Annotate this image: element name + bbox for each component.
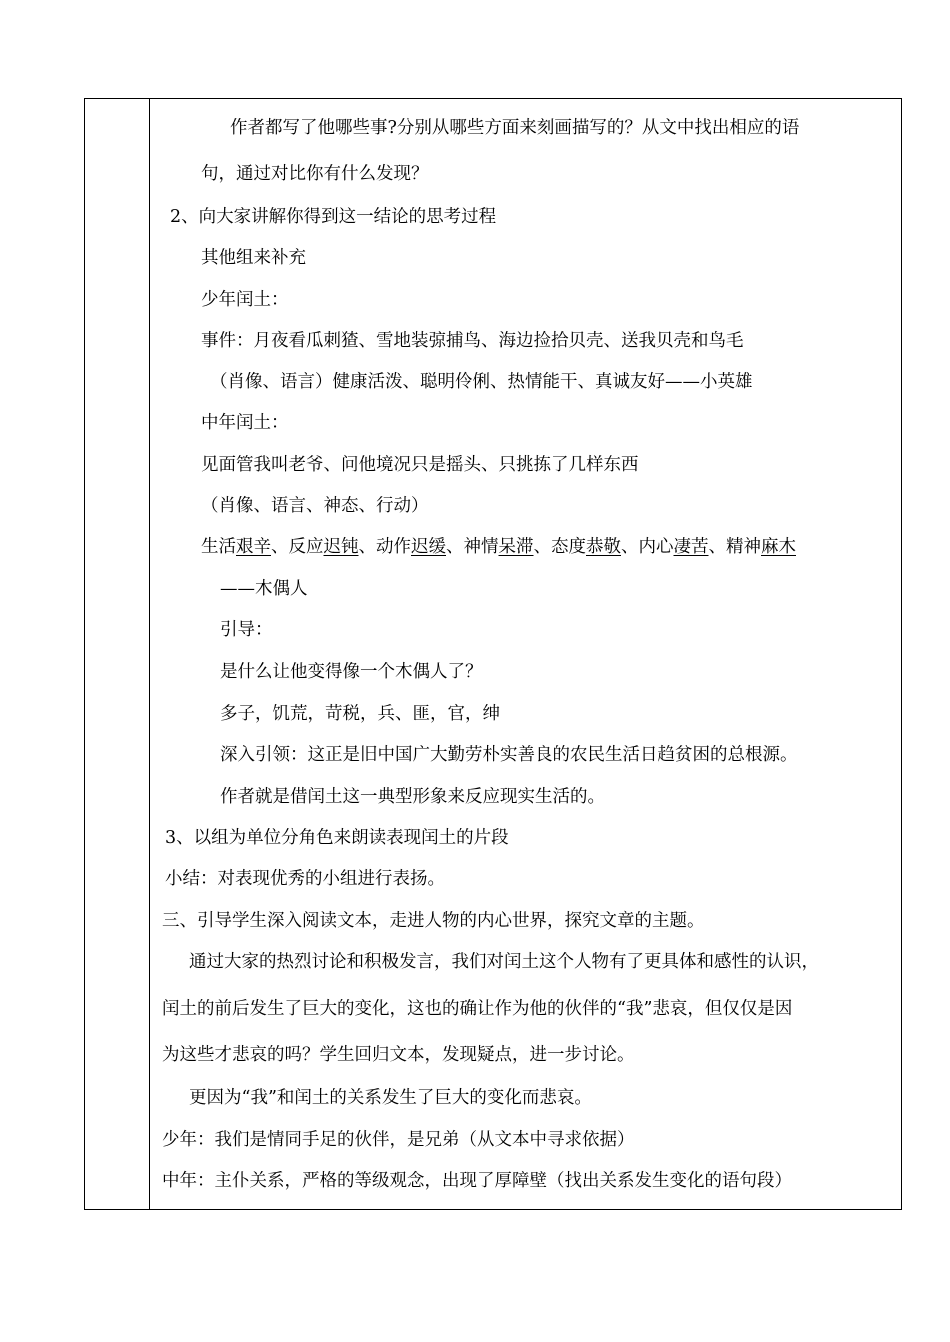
text-line: 为这些才悲哀的吗？学生回归文本，发现疑点，进一步讨论。 bbox=[162, 1045, 635, 1065]
underlined-word: 恭敬 bbox=[586, 537, 621, 557]
text-line: 中年：主仆关系，严格的等级观念，出现了厚障壁（找出关系发生变化的语句段） bbox=[162, 1171, 792, 1191]
text-line: ——木偶人 bbox=[220, 579, 308, 599]
text-line: 3、以组为单位分角色来朗读表现闰土的片段 bbox=[165, 828, 509, 848]
column-divider bbox=[149, 98, 150, 1210]
text-line: 少年：我们是情同手足的伙伴，是兄弟（从文本中寻求依据） bbox=[162, 1130, 635, 1150]
underlined-word: 麻木 bbox=[761, 537, 796, 557]
text-line: 更因为“我”和闰土的关系发生了巨大的变化而悲哀。 bbox=[189, 1088, 592, 1108]
text-line: 多子，饥荒，苛税，兵、匪，官，绅 bbox=[220, 704, 500, 724]
text-line: 是什么让他变得像一个木偶人了？ bbox=[220, 662, 483, 682]
text-segment: 、动作 bbox=[358, 537, 411, 557]
underlined-word: 艰辛 bbox=[236, 537, 271, 557]
underlined-word: 凄苦 bbox=[673, 537, 709, 557]
text-line: 深入引领：这正是旧中国广大勤劳朴实善良的农民生活日趋贫困的总根源。 bbox=[220, 745, 798, 765]
text-line: 中年闰土： bbox=[201, 413, 289, 433]
text-line: 作者就是借闰土这一典型形象来反应现实生活的。 bbox=[220, 787, 605, 807]
text-line: 闰土的前后发生了巨大的变化，这也的确让作为他的伙伴的“我”悲哀，但仅仅是因 bbox=[162, 999, 793, 1019]
underlined-word: 迟缓 bbox=[411, 537, 446, 557]
text-line: 作者都写了他哪些事?分别从哪些方面来刻画描写的？从文中找出相应的语 bbox=[230, 118, 800, 138]
text-segment: 、精神 bbox=[708, 537, 761, 557]
text-line: 2、向大家讲解你得到这一结论的思考过程 bbox=[170, 207, 497, 227]
text-line: 其他组来补充 bbox=[201, 248, 306, 268]
text-line: （肖像、语言、神态、行动） bbox=[201, 496, 429, 516]
underlined-word: 迟钝 bbox=[323, 537, 359, 557]
text-segment: 、态度 bbox=[533, 537, 586, 557]
underlined-word: 呆滞 bbox=[498, 537, 534, 557]
text-segment: 、内心 bbox=[621, 537, 674, 557]
text-line: （肖像、语言）健康活泼、聪明伶俐、热情能干、真诚友好——小英雄 bbox=[210, 372, 753, 392]
section-heading: 三、引导学生深入阅读文本，走进人物的内心世界，探究文章的主题。 bbox=[162, 911, 705, 931]
text-line: 小结：对表现优秀的小组进行表扬。 bbox=[165, 869, 445, 889]
text-line-underlined bbox=[201, 535, 796, 559]
text-line: 见面管我叫老爷、问他境况只是摇头、只挑拣了几样东西 bbox=[201, 455, 639, 475]
text-line: 引导： bbox=[220, 620, 273, 640]
text-segment: 生活 bbox=[201, 537, 236, 557]
text-line: 通过大家的热烈讨论和积极发言，我们对闰土这个人物有了更具体和感性的认识， bbox=[189, 952, 819, 972]
text-line: 少年闰土： bbox=[201, 290, 289, 310]
text-segment: 、反应 bbox=[271, 537, 324, 557]
text-line: 句，通过对比你有什么发现？ bbox=[201, 164, 429, 184]
text-line: 事件：月夜看瓜刺猹、雪地装弶捕鸟、海边捡拾贝壳、送我贝壳和鸟毛 bbox=[201, 331, 744, 351]
text-segment: 、神情 bbox=[446, 537, 499, 557]
